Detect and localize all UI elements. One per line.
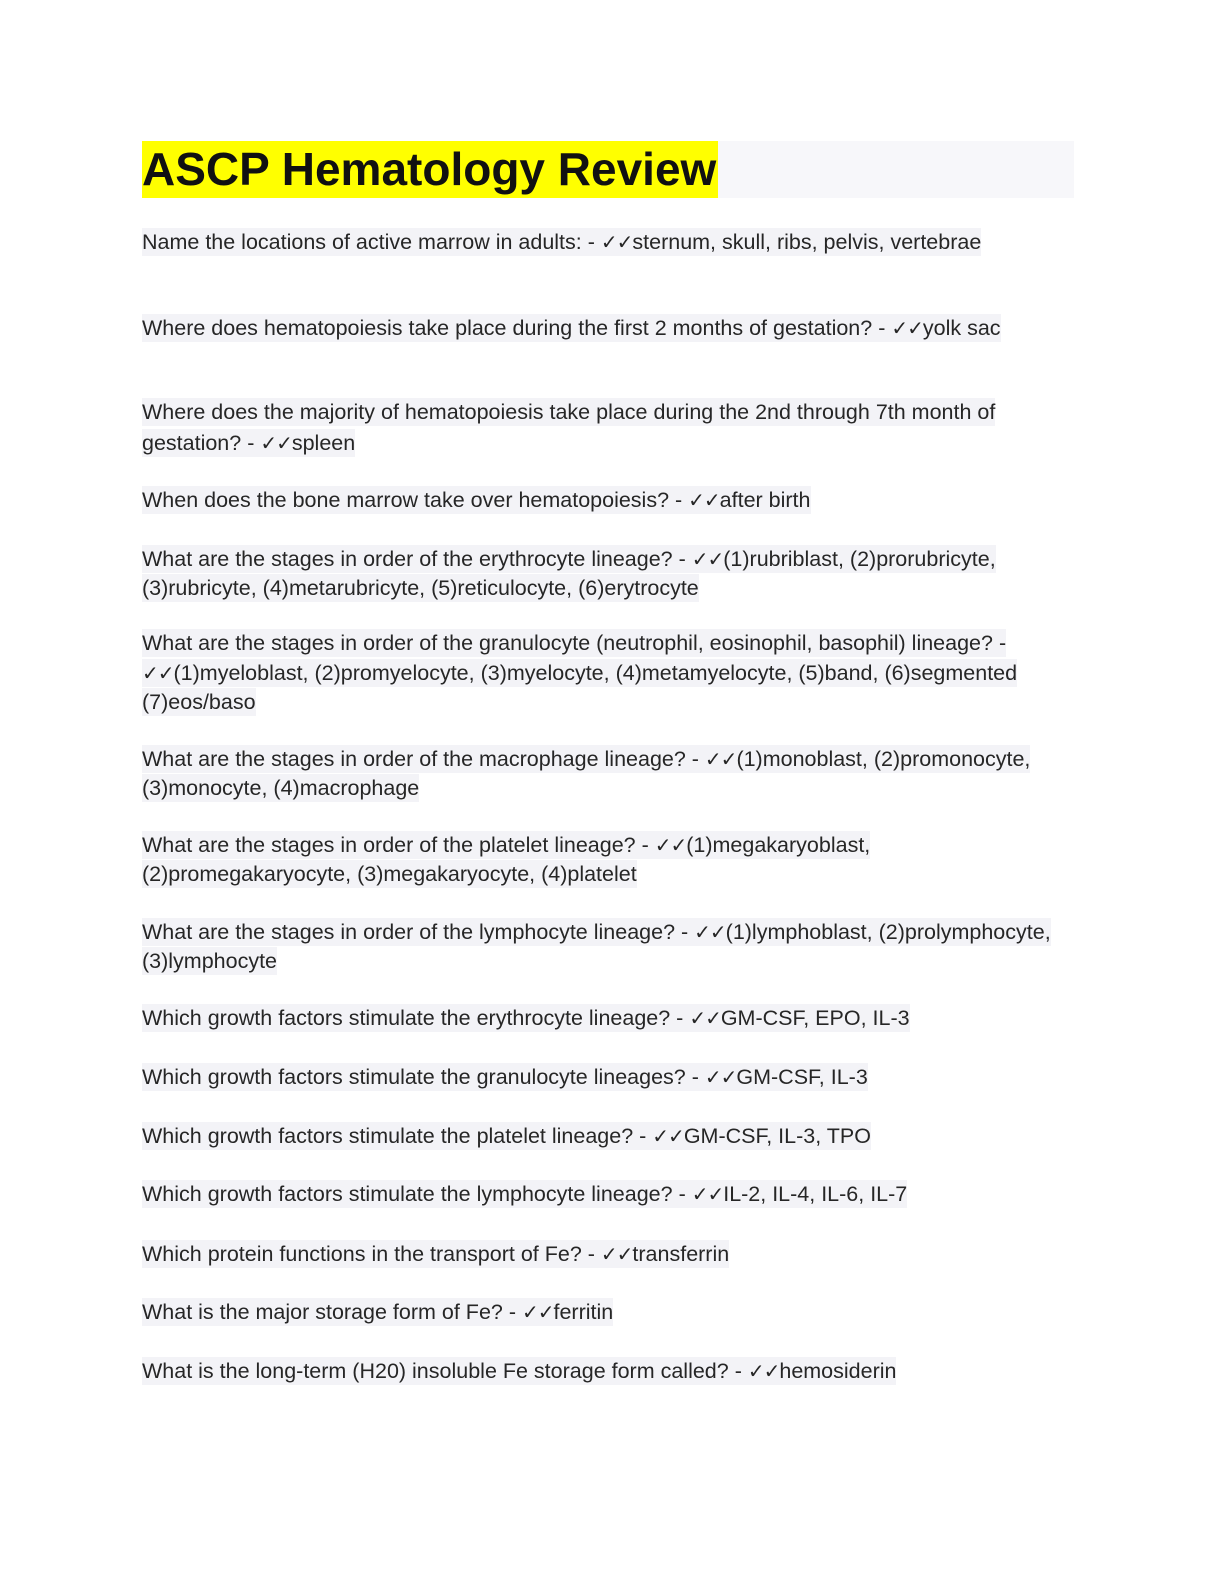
qa-item-16	[142, 1357, 1072, 1386]
check-marks: ✓✓	[891, 316, 923, 340]
qa-item-6	[142, 629, 1072, 718]
answer-text: IL-2, IL-4, IL-6, IL-7	[723, 1182, 908, 1206]
check-marks: ✓✓	[691, 547, 724, 571]
separator: -	[728, 1359, 748, 1383]
qa-item-11	[142, 1063, 1072, 1092]
question-text: Name the locations of active marrow in adults:	[142, 230, 582, 254]
separator: -	[670, 1006, 690, 1030]
answer-text: (1)monoblast, (2)promonocyte, (3)monocyte, (4)macrophage	[142, 747, 1031, 800]
answer-text: hemosiderin	[779, 1359, 897, 1383]
answer-text: sternum, skull, ribs, pelvis, vertebrae	[632, 230, 982, 254]
answer-text: transferrin	[632, 1242, 730, 1266]
separator: -	[992, 631, 1007, 655]
question-text: Which growth factors stimulate the granulocyte lineages?	[142, 1065, 686, 1089]
document-title: ASCP Hematology Review	[142, 141, 718, 198]
separator: -	[672, 1182, 692, 1206]
qa-item-4	[142, 486, 1072, 515]
answer-text: ferritin	[553, 1300, 614, 1324]
qa-item-15	[142, 1298, 1072, 1327]
check-marks: ✓✓	[691, 1182, 724, 1206]
qa-item-3	[142, 397, 1072, 458]
separator: -	[675, 920, 695, 944]
check-marks: ✓✓	[654, 833, 687, 857]
qa-item-9	[142, 918, 1072, 975]
check-marks: ✓✓	[688, 488, 720, 512]
separator: -	[633, 1124, 653, 1148]
question-text: What are the stages in order of the macrophage lineage?	[142, 747, 686, 771]
separator: -	[581, 1242, 601, 1266]
separator: -	[669, 488, 689, 512]
question-text: Which growth factors stimulate the platelet lineage?	[142, 1124, 634, 1148]
question-text: What are the stages in order of the erythrocyte lineage?	[142, 547, 673, 571]
separator: -	[685, 1065, 705, 1089]
qa-item-12	[142, 1122, 1072, 1151]
answer-text: (1)lymphoblast, (2)prolymphocyte, (3)lymphocyte	[142, 920, 1051, 973]
separator: -	[872, 316, 892, 340]
check-marks: ✓✓	[689, 1006, 721, 1030]
question-text: What are the stages in order of the platelet lineage?	[142, 833, 636, 857]
check-marks: ✓✓	[600, 1242, 633, 1266]
question-text: When does the bone marrow take over hematopoiesis?	[142, 488, 670, 512]
answer-text: GM-CSF, EPO, IL-3	[720, 1006, 910, 1030]
separator: -	[581, 230, 601, 254]
qa-item-1	[142, 228, 1072, 257]
question-text: What are the stages in order of the lymphocyte lineage?	[142, 920, 676, 944]
question-text: Which protein functions in the transport of Fe?	[142, 1242, 582, 1266]
check-marks: ✓✓	[142, 660, 174, 685]
question-text: Where does hematopoiesis take place during the first 2 months of gestation?	[142, 316, 873, 340]
qa-item-14	[142, 1240, 1072, 1269]
separator: -	[672, 547, 692, 571]
question-text: Where does the majority of hematopoiesis take place during the 2nd through 7th month of gestation?	[142, 400, 996, 455]
check-marks: ✓✓	[747, 1359, 780, 1383]
qa-item-8	[142, 831, 1072, 888]
answer-text: yolk sac	[922, 316, 1001, 340]
question-text: Which growth factors stimulate the erythrocyte lineage?	[142, 1006, 671, 1030]
check-marks: ✓✓	[652, 1124, 684, 1148]
check-marks: ✓✓	[260, 430, 292, 455]
answer-text: (1)rubriblast, (2)prorubricyte, (3)rubricyte, (4)metarubricyte, (5)reticulocyte, (6)erytrocyte	[142, 547, 996, 600]
check-marks: ✓✓	[704, 1065, 737, 1089]
answer-text: after birth	[719, 488, 811, 512]
qa-item-5	[142, 545, 1072, 602]
check-marks: ✓✓	[521, 1300, 554, 1324]
separator: -	[635, 833, 655, 857]
answer-text: (1)myeloblast, (2)promyelocyte, (3)myelocyte, (4)metamyelocyte, (5)band, (6)segmented (7)eos/baso	[142, 660, 1018, 714]
check-marks: ✓✓	[600, 230, 633, 254]
qa-item-10	[142, 1004, 1072, 1033]
question-text: What are the stages in order of the granulocyte (neutrophil, eosinophil, basophil) lineage?	[142, 631, 993, 655]
answer-text: GM-CSF, IL-3, TPO	[683, 1124, 871, 1148]
answer-text: (1)megakaryoblast, (2)promegakaryocyte, (3)megakaryocyte, (4)platelet	[142, 833, 871, 886]
separator: -	[241, 430, 261, 455]
check-marks: ✓✓	[704, 747, 737, 771]
separator: -	[502, 1300, 522, 1324]
qa-item-7	[142, 745, 1072, 802]
question-text: What is the major storage form of Fe?	[142, 1300, 503, 1324]
separator: -	[685, 747, 705, 771]
check-marks: ✓✓	[694, 920, 726, 944]
qa-item-2	[142, 314, 1072, 343]
answer-text: GM-CSF, IL-3	[736, 1065, 868, 1089]
question-text: Which growth factors stimulate the lymphocyte lineage?	[142, 1182, 673, 1206]
answer-text: spleen	[291, 430, 356, 455]
question-text: What is the long-term (H20) insoluble Fe storage form called?	[142, 1359, 729, 1383]
qa-item-13	[142, 1180, 1072, 1209]
